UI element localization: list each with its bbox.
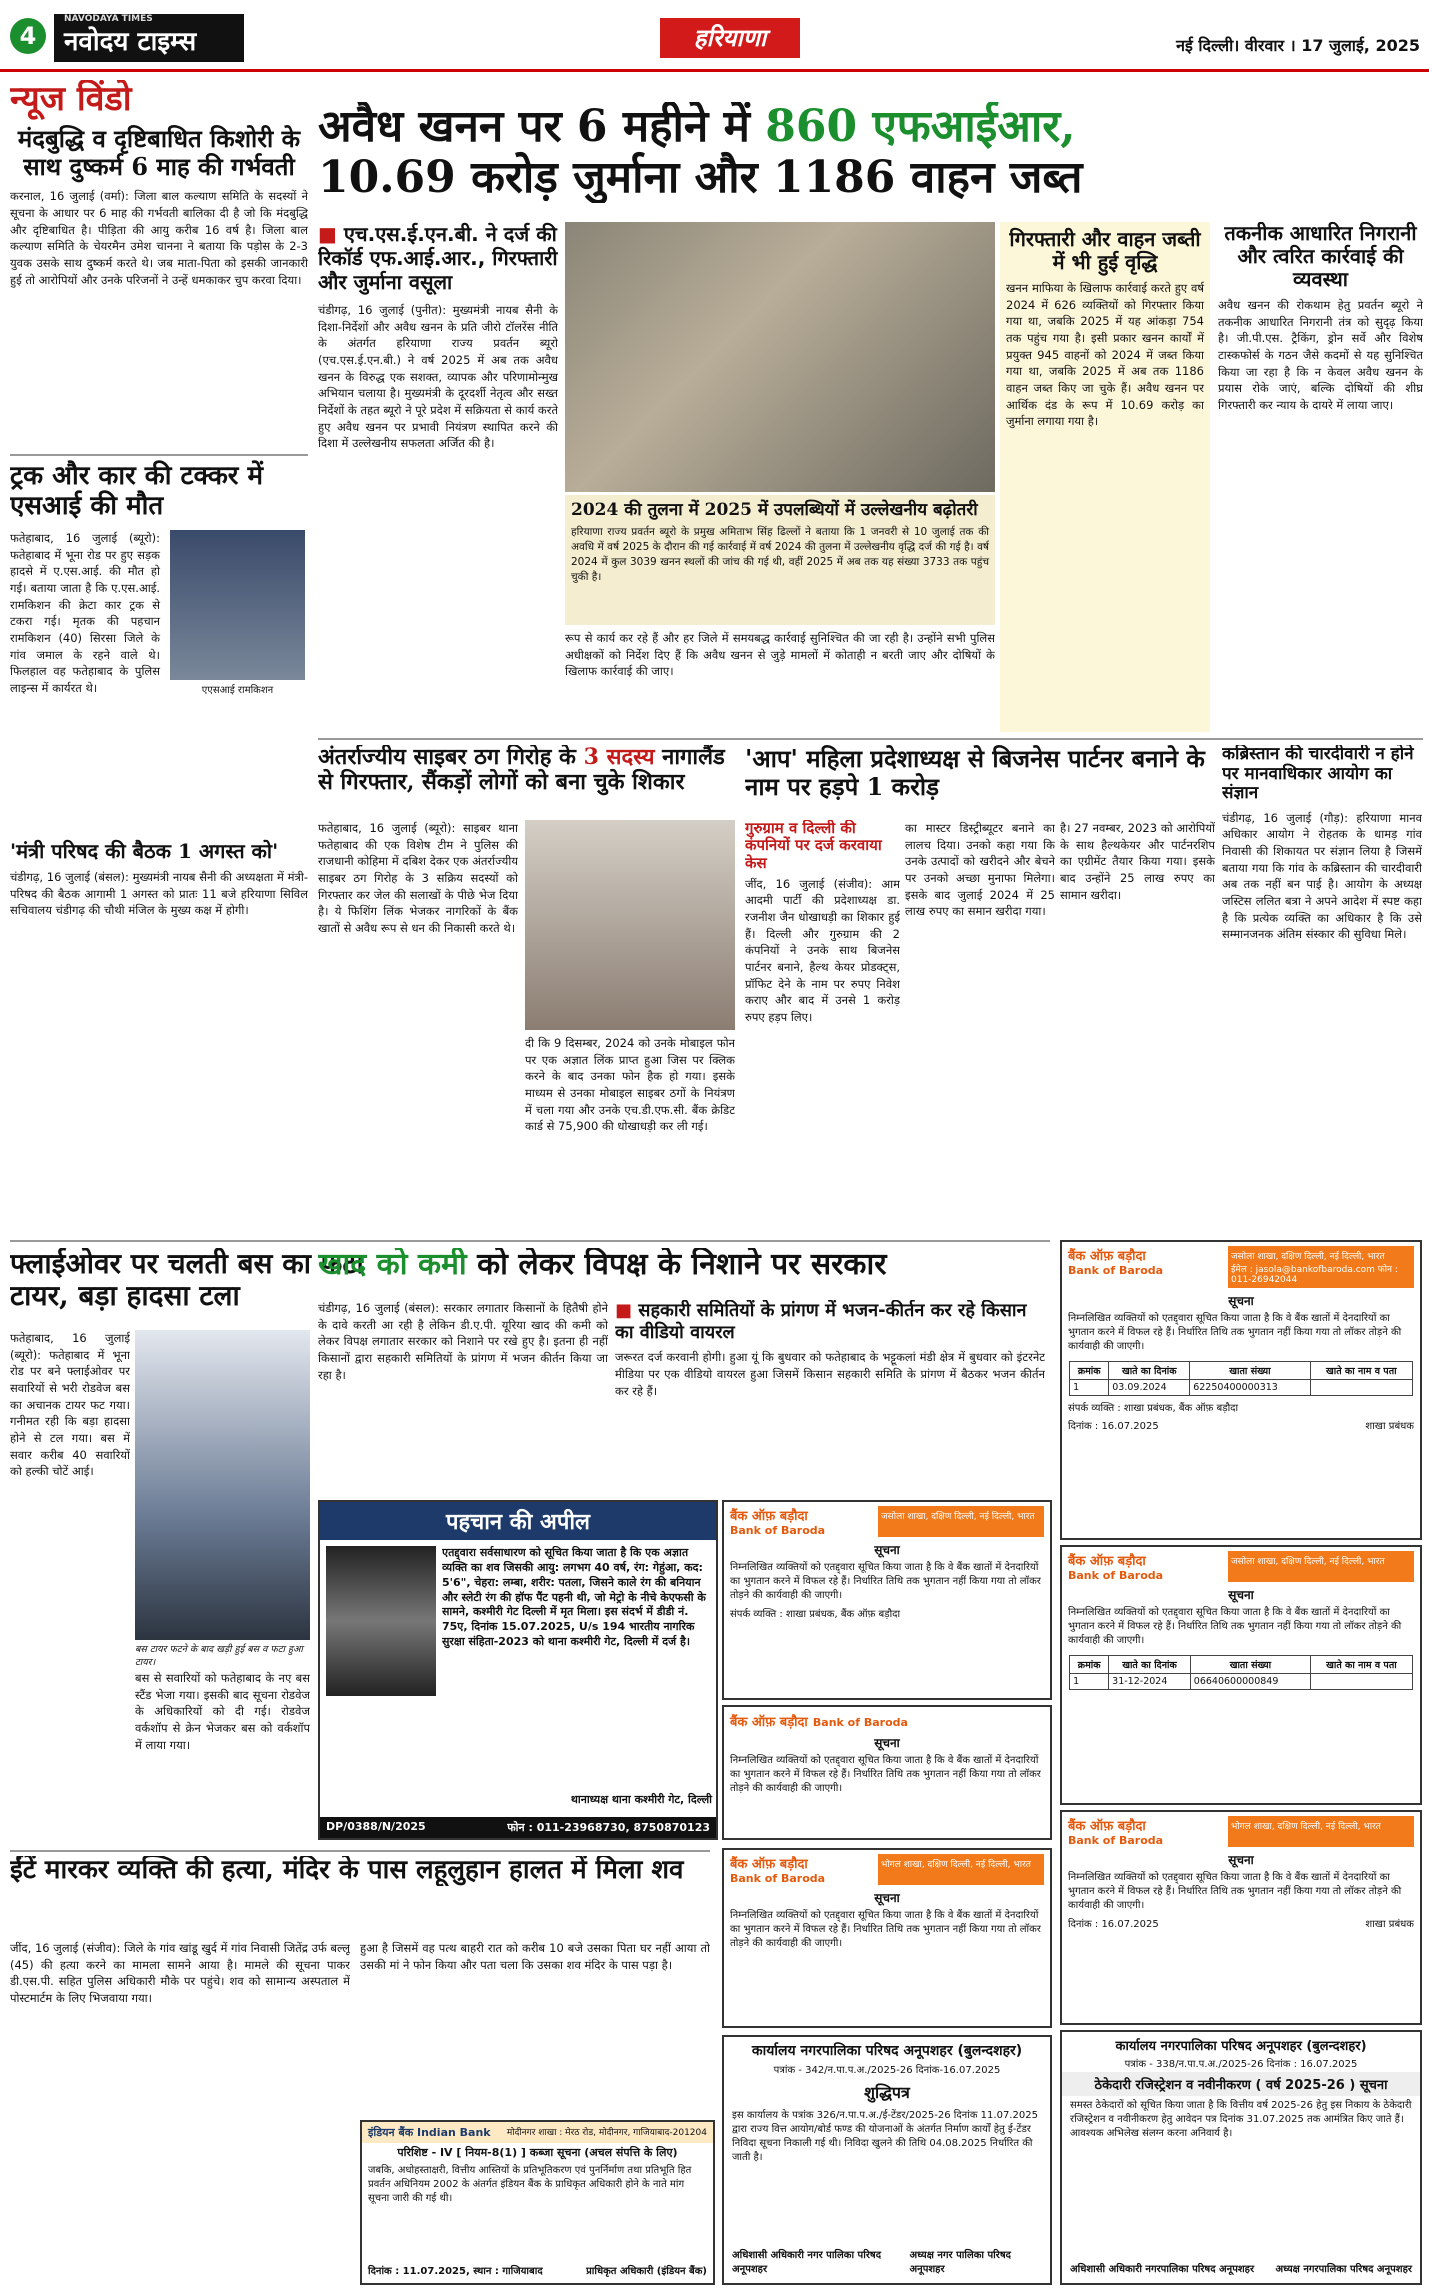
bob-name: बैंक ऑफ़ बड़ौदा (1068, 1819, 1146, 1834)
aap-body-3: है। 27 नवम्बर, 2023 को आरोपियों के साथ हैल्थकेयर और पार्टनरशिप का एग्रीमेंट तैयार किया गया। इसके बाद उन्होंने 25 लाख रुपए का सामान खरीदा। (1060, 821, 1215, 902)
ib-form: परिशिष्ट - IV [ नियम-8(1) ] कब्जा सूचना (अचल संपत्ति के लिए) (397, 2146, 678, 2159)
mun-body: समस्त ठेकेदारों को सूचित किया जाता है कि वित्तीय वर्ष 2025-26 हेतु इस निकाय के ठेकेदारी रजिस्ट्रेशन व नवीनीकरण हेतु आवेदन पत्र दिनांक 31.07.2025 तक आमंत्रित किए जाते हैं। आवश्यक अभिलेख संलग्न करना अनिवार्य है। (1070, 2100, 1412, 2139)
notice-title: सूचना (1228, 1294, 1254, 1308)
aap-body-2: का मास्टर डिस्ट्रीब्यूटर बनाने का लालच दिया। उनको कहा गया कि उनके उत्पादों को खरीदने और बेचने पर उनको अच्छा मुनाफा मिलेगा। इसके बाद जुलाई 2024 में 25 लाख रुपए का समान खरीदा गया। (905, 821, 1055, 919)
notice-body: निम्नलिखित व्यक्तियों को एतद्द्वारा सूचित किया जाता है कि वे बैंक खातों में देनदारियों का भुगतान करने में विफल रहे हैं। निर्धारित तिथि तक भुगतान नहीं किया गया तो लॉकर तोड़ने की कार्यवाही की जाएगी। (1068, 1607, 1402, 1646)
human-rights-story (1222, 745, 1422, 1235)
ib-date: दिनांक : 11.07.2025, स्थान : गाजियाबाद (368, 2266, 543, 2277)
col-header: क्रमांक (1070, 1362, 1109, 1380)
fertilizer-column: ■ सहकारी समितियों के प्रांगण में भजन-कीर्तन कर रहे किसान का वीडियो वायरल जरूरत दर्ज करवानी होगी। हुआ यूं कि बुधवार को फतेहाबाद के भट्टूकलां मंडी क्षेत्र में बुधवार को इंटरनेट मीडिया पर एक वीडियो वायरल हुआ जिसमें किसान सहकारी समिति के प्रांगण में बैठकर भजन कीर्तन कर रहे हैं। (615, 1300, 1045, 1398)
photo-caption: बस टायर फटने के बाद खड़ी हुई बस व फटा हुआ टायर। (135, 1644, 303, 1668)
right-box (1218, 222, 1423, 732)
story-headline: ट्रक और कार की टक्कर में एसआई की मौत (10, 461, 264, 522)
bob-en: Bank of Baroda (1068, 1834, 1164, 1847)
masthead-small: NAVODAYA TIMES (64, 14, 153, 24)
indian-bank-name: इंडियन बैंक Indian Bank (368, 2126, 491, 2139)
contact: संपर्क व्यक्ति : शाखा प्रबंधक, बैंक ऑफ़ बड़ौदा (730, 1609, 901, 1620)
signatory: अधिशासी अधिकारी नगर पालिका परिषद अनूपशहर (732, 2250, 882, 2275)
mun2-ref: पत्रांक - 342/न.पा.प.अ./2025-26 दिनांक-16.07.2025 (773, 2065, 1001, 2076)
cyber-body: फतेहाबाद, 16 जुलाई (ब्यूरो): साइबर थाना फतेहाबाद की एक विशेष टीम ने पुलिस की राजधानी कोहिमा में दबिश देकर एक अंतर्राज्यीय साइबर ठग गिरोह के 3 सक्रिय सदस्यों को गिरफ्तार कर जेल की सलाखों के पीछे भेज दिया है। ये फिशिंग लिंक भेजकर नागरिकों के बैंक खातों से अवैध रूप से धन की निकासी करते थे। (318, 821, 518, 936)
headline-highlight: 3 सदस्य (583, 745, 655, 770)
account-table: क्रमांक खाते का दिनांक खाता संख्या खाते का नाम व पता 1 31-12-2024 06640600000849 (1069, 1655, 1413, 1690)
col-header: क्रमांक (1070, 1656, 1109, 1674)
contact: संपर्क व्यक्ति : शाखा प्रबंधक, बैंक ऑफ़ बड़ौदा (1068, 1403, 1239, 1414)
cell: 31-12-2024 (1109, 1674, 1191, 1690)
mun2-title: कार्यालय नगरपालिका परिषद अनूपशहर (बुलन्दशहर) (751, 2043, 1023, 2059)
bob-en: Bank of Baroda (730, 1872, 826, 1885)
branch-email: ईमेल : jasola@bankofbaroda.com फोन : 011-26942044 (1231, 1265, 1398, 1285)
branch-address: भोगल शाखा, दक्षिण दिल्ली, नई दिल्ली, भारत (878, 1854, 1044, 1885)
caption-title: 2024 की तुलना में 2025 में उपलब्धियों में उल्लेखनीय बढ़ोतरी (571, 500, 978, 520)
divider (318, 738, 1423, 740)
headline-part: नागालैंड से गिरफ्तार, सैंकड़ों लोगों को बना चुके शिकार (318, 745, 725, 796)
col-header: खाते का दिनांक (1109, 1362, 1190, 1380)
hr-body: चंडीगढ़, 16 जुलाई (गौड़): हरियाणा मानव अधिकार आयोग ने रोहतक के धामड़ गांव निवासी की शिकायत पर संज्ञान लिया है जिसमें बताया गया कि गांव के कब्रिस्तान की चारदीवारी अब तक नहीं बन पाई है। आयोग के अध्यक्ष जस्टिस ललित बत्रा ने अपने आदेश में स्पष्ट कहा है कि प्रत्येक व्यक्ति का अधिकार है कि उसे सम्मानजनक अंतिम संस्कार की सुविधा मिले। (1222, 810, 1422, 942)
bob-name: बैंक ऑफ़ बड़ौदा (730, 1509, 808, 1524)
bob-notice-1 (1060, 1240, 1422, 1540)
bob-name: बैंक ऑफ़ बड़ौदा (730, 1715, 808, 1730)
brick-body-2: हुआ है जिसमें वह पत्थ बाहरी रात को करीब 10 बजे उसका पिता घर नहीं आया तो उसकी मां ने फोन किया और पता चला कि उसका शव मंदिर के पास पड़ा है। (360, 1941, 710, 1972)
side-headline: गिरफ्तारी और वाहन जब्ती में भी हुई वृद्धि (1009, 227, 1201, 274)
section-label: हरियाणा (660, 18, 800, 58)
story-body: फतेहाबाद, 16 जुलाई (ब्यूरो): फतेहाबाद में भूना रोड पर हुए सड़क हादसे में ए.एस.आई. की मौत हो गई। बताया जाता है कि ए.एस.आई. रामकिशन की क्रेटा कार ट्रक से टकरा गई। मृतक की पहचान रामकिशन (40) सिरसा जिले के गांव जमाल के रहने वाले थे। फिलहाल वह फतेहाबाद के पुलिस लाइन्स में कार्यरत थे। (10, 531, 160, 696)
masthead-logo (54, 14, 244, 62)
left-column (10, 80, 308, 1260)
story-headline: 'मंत्री परिषद की बैठक 1 अगस्त को' (10, 839, 279, 864)
municipal-corrigendum (722, 2035, 1052, 2285)
bob-notice-4 (722, 1500, 1052, 1700)
notice-body: निम्नलिखित व्यक्तियों को एतद्द्वारा सूचित किया जाता है कि वे बैंक खातों में देनदारियों का भुगतान करने में विफल रहे हैं। निर्धारित तिथि तक भुगतान नहीं किया गया तो लॉकर तोड़ने की कार्यवाही की जाएगी। (1068, 1872, 1402, 1911)
municipal-notice (1060, 2030, 1422, 2285)
cell: 03.09.2024 (1109, 1380, 1190, 1396)
notice-date: दिनांक : 16.07.2025 (1068, 1421, 1159, 1432)
bob-en: Bank of Baroda (812, 1716, 908, 1729)
notice-title: सूचना (1228, 1853, 1254, 1867)
bob-en: Bank of Baroda (1068, 1569, 1164, 1582)
bob-notice-2 (1060, 1545, 1422, 1805)
mun2-body: इस कार्यालय के पत्रांक 326/न.पा.प.अ./ई-टेंडर/2025-26 दिनांक 11.07.2025 द्वारा राज्य वित्त आयोग/बोर्ड फण्ड की योजनाओं के अंतर्गत निर्माण कार्यों हेतु ई-टेंडर निविदा सूचना निकाली गई थी। निविदा खुलने की तिथि 04.08.2025 निर्धारित की जाती है। (732, 2110, 1038, 2163)
branch-address: जसोला शाखा, दक्षिण दिल्ली, नई दिल्ली, भारत (1228, 1551, 1414, 1582)
mun-title: कार्यालय नगरपालिका परिषद अनूपशहर (बुलन्दशहर) (1115, 2039, 1367, 2054)
aap-headline: 'आप' महिला प्रदेशाध्यक्ष से बिजनेस पार्टनर बनाने के नाम पर हड़पे 1 करोड़ (745, 745, 1205, 801)
notice-body: निम्नलिखित व्यक्तियों को एतद्द्वारा सूचित किया जाता है कि वे बैंक खातों में देनदारियों का भुगतान करने में विफल रहे हैं। निर्धारित तिथि तक भुगतान नहीं किया गया तो लॉकर तोड़ने की कार्यवाही की जाएगी। (1068, 1313, 1402, 1352)
brick-body: जींद, 16 जुलाई (संजीव): जिले के गांव खांडू खुर्द में गांव निवासी जितेंद्र उर्फ बल्लू (45) की हत्या करने का मामला सामने आया है। मामले की सूचना पाकर डी.एस.पी. सहित पुलिस अधिकारी मौके पर पहुंचे। शव को सामान्य अस्पताल में पोस्टमार्टम के लिए भिजवाया गया। (10, 1941, 350, 2006)
bob-name: बैंक ऑफ़ बड़ौदा (730, 1857, 808, 1872)
dp-number: DP/0388/N/2025 (326, 1820, 426, 1833)
divider (10, 1240, 1050, 1242)
asi-photo (170, 530, 305, 680)
account-table: क्रमांक खाते का दिनांक खाता संख्या खाते का नाम व पता 1 03.09.2024 62250400000313 (1069, 1361, 1413, 1396)
branch-address (1228, 1246, 1414, 1288)
bob-name: बैंक ऑफ़ बड़ौदा (1068, 1554, 1146, 1569)
dateline: नई दिल्ली। वीरवार । 17 जुलाई, 2025 (1176, 36, 1420, 55)
lead-subhead: एच.एस.ई.एन.बी. ने दर्ज की रिकॉर्ड एफ.आई.आर., गिरफ्तारी और जुर्माना वसूला (318, 222, 558, 294)
signatory: अध्यक्ष नगरपालिका परिषद अनूपशहर (1275, 2264, 1412, 2275)
bob-name: बैंक ऑफ़ बड़ौदा (1068, 1249, 1146, 1264)
mun-sub: ठेकेदारी रजिस्ट्रेशन व नवीनीकरण ( वर्ष 2025-26 ) सूचना (1062, 2072, 1420, 2096)
appeal-body: एतद्द्वारा सर्वसाधारण को सूचित किया जाता है कि एक अज्ञात व्यक्ति का शव जिसकी आयु: लगभग 40 वर्ष, रंग: गेहुंआ, कद: 5'6", चेहरा: लम्बा, शरीर: पतला, जिसने काले रंग की बनियान और स्लेटी रंग की हॉफ पैंट पहनी थी, जो मेट्रो के नीचे केएफसी के सामने, कश्मीरी गेट दिल्ली में मृत मिला। इस संदर्भ में डीडी नं. 75ए, दिनांक 15.07.2025, U/s 194 भारतीय नागरिक सुरक्षा संहिता-2023 को थाना कश्मीरी गेट, दिल्ली में दर्ज है। (442, 1546, 706, 1649)
story-body: चंडीगढ़, 16 जुलाई (बंसल): मुख्यमंत्री नायब सैनी की अध्यक्षता में मंत्री-परिषद की बैठक आगामी 1 अगस्त को प्रातः 11 बजे हरियाणा सिविल सचिवालय चंडीगढ़ की चौथी मंजिल के मुख्य कक्ष में होगी। (10, 870, 308, 918)
appeal-phones: फोन : 011-23968730, 8750870123 (507, 1821, 710, 1834)
fertilizer-body: चंडीगढ़, 16 जुलाई (बंसल): सरकार लगातार किसानों के हितैषी होने के दावे करती आ रही है लेकिन डी.ए.पी. यूरिया खाद की कमी को लेकर विपक्ष लगातार सरकार को निशाने पर रखे हुए है। इतना ही नहीं किसानों द्वारा सहकारी समितियों के प्रांगण में भजन कीर्तन किया जा रहा है। (318, 1301, 608, 1382)
bus-photo (135, 1330, 310, 1640)
deceased-photo (326, 1546, 436, 1696)
signatory: अध्यक्ष नगर पालिका परिषद अनूपशहर (909, 2250, 1011, 2275)
aap-column (745, 820, 900, 1230)
branch: जसोला शाखा, दक्षिण दिल्ली, नई दिल्ली, भारत (1231, 1252, 1385, 1262)
notice-title: सूचना (874, 1736, 900, 1750)
headline-part: को लेकर विपक्ष के निशाने पर सरकार (466, 1248, 887, 1282)
ib-branch: मोदीनगर शाखा : मेरठ रोड, मोदीनगर, गाजियाबाद-201204 (506, 2128, 707, 2138)
col-header: खाते का नाम व पता (1310, 1362, 1412, 1380)
bob-notice-3 (1060, 1810, 1422, 2025)
bob-notice-5 (722, 1705, 1052, 1840)
lead-body-2: रूप से कार्य कर रहे हैं और हर जिले में समयबद्ध कार्रवाई सुनिश्चित की जा रही है। उन्होंने सभी पुलिस अधीक्षकों को निर्देश दिए हैं कि अवैध खनन से जुड़े मामलों में कोताही न बरती जाए और दोषियों के खिलाफ कार्रवाई की जाए। (565, 631, 995, 679)
aap-body: जींद, 16 जुलाई (संजीव): आम आदमी पार्टी की प्रदेशाध्यक्ष डा. रजनीश जैन धोखाधड़ी का शिकार हुई हैं। दिल्ली और गुरुग्राम की 2 कंपनियों ने उनके साथ बिजनेस पार्टनर बनाने, हैल्थ केयर प्रोडक्ट्स, प्रॉफिट देने के नाम पर रुपए निवेश कराए और बाद में उनसे 1 करोड़ रुपए हड़प लिए। (745, 876, 900, 1025)
lead-headline-part: अवैध खनन पर 6 महीने में (318, 102, 766, 152)
aap-subhead: गुरुग्राम व दिल्ली की कंपनियों पर दर्ज करवाया केस (745, 820, 882, 872)
masthead-title: नवोदय टाइम्स (64, 27, 197, 57)
side-body: खनन माफिया के खिलाफ कार्रवाई करते हुए वर्ष 2024 में 626 व्यक्तियों को गिरफ्तार किया गया था, जबकि 2025 में यह आंकड़ा 754 तक पहुंच गया है। इसी प्रकार खनन कार्यों में प्रयुक्त 945 वाहनों को 2024 में जब्त किया गया था, जबकि 2025 में अब तक 1186 वाहन जब्त किए जा चुके हैं। अवैध खनन पर आर्थिक दंड के रूप में 10.69 करोड़ का जुर्माना लगाया गया है। (1006, 281, 1204, 429)
cyber-body-2: दी कि 9 दिसम्बर, 2024 को उनके मोबाइल फोन पर एक अज्ञात लिंक प्राप्त हुआ जिस पर क्लिक करने के बाद उनका फोन हैक हो गया। इसके माध्यम से उनका मोबाइल साइबर ठगों के नियंत्रण में चला गया और उनके एच.डी.एफ.सी. बैंक क्रेडिट कार्ड से 75,900 की धोखाधड़ी कर ली गई। (525, 1036, 735, 1134)
lead-headline-line2: 10.69 करोड़ जुर्माना और 1186 वाहन जब्त (318, 151, 1083, 203)
signatory: शाखा प्रबंधक (1365, 1919, 1414, 1930)
notice-body: निम्नलिखित व्यक्तियों को एतद्द्वारा सूचित किया जाता है कि वे बैंक खातों में देनदारियों का भुगतान करने में विफल रहे हैं। निर्धारित तिथि तक भुगतान नहीं किया गया तो लॉकर तोड़ने की कार्यवाही की जाएगी। (730, 1562, 1041, 1601)
notice-title: सूचना (874, 1543, 900, 1557)
bob-en: Bank of Baroda (1068, 1264, 1164, 1277)
page-number: 4 (10, 18, 46, 54)
story-body: करनाल, 16 जुलाई (वर्मा): जिला बाल कल्याण समिति के सदस्यों ने सूचना के आधार पर 6 माह की गर्भवती बालिका दी है जो कि मंदबुद्धि और दृष्टिबाधित है। पीड़िता की आयु करीब 16 वर्ष है। जिला बाल कल्याण समिति के चेयरमैन उमेश चानना ने बताया कि पड़ोस के 2-3 युवक उसके साथ दुष्कर्म करते थे। जब माता-पिता को इसकी जानकारी हुई तो आरोपियों और उनके परिजनों ने उन्हें धमकाकर चुप करवा दिया। (10, 189, 308, 287)
notice-title: सूचना (1228, 1588, 1254, 1602)
bus-body-2: बस से सवारियों को फतेहाबाद के नए बस स्टैंड भेजा गया। इसकी बाद सूचना रोडवेज के अधिकारियों को दी गई। रोडवेज वर्कशॉप से क्रेन भेजकर बस को वर्कशॉप में लाया गया। (135, 1671, 310, 1752)
appeal-title: पहचान की अपील (320, 1502, 716, 1540)
cell: 06640600000849 (1190, 1674, 1310, 1690)
hr-headline: कब्रिस्तान की चारदीवारी न होने पर मानवाधिकार आयोग का संज्ञान (1222, 745, 1414, 804)
divider (10, 1850, 710, 1852)
news-window-title: न्यूज विंडो (10, 80, 132, 119)
lead-caption-box (565, 495, 995, 625)
lead-headline-highlight: 860 एफआईआर, (765, 102, 1076, 152)
cell: 62250400000313 (1190, 1380, 1311, 1396)
fertilizer-subhead: सहकारी समितियों के प्रांगण में भजन-कीर्तन कर रहे किसान का वीडियो वायरल (615, 1300, 1027, 1343)
lead-column: ■ एच.एस.ई.एन.बी. ने दर्ज की रिकॉर्ड एफ.आई.आर., गिरफ्तारी और जुर्माना वसूला चंडीगढ़, 16 जुलाई (पुनीत): मुख्यमंत्री नायब सैनी के दिशा-निर्देशों और अवैध खनन के प्रति जीरो टॉलरेंस नीति के अंतर्गत हरियाणा राज्य प्रवर्तन ब्यूरो (एच.एस.ई.एन.बी.) ने वर्ष 2025 में अब तक अवैध खनन के विरुद्ध एक सशक्त, व्यापक और परिणामोन्मुख अभियान चलाया है। मुख्यमंत्री के दूरदर्शी नेतृत्व और सख्त निर्देशों के तहत ब्यूरो ने पूरे प्रदेश में सक्रियता से कार्य करते हुए अवैध खनन पर प्रभावी नियंत्रण स्थापित करने की दिशा में उल्लेखनीय सफलता अर्जित की है। (318, 222, 558, 451)
notice-body: निम्नलिखित व्यक्तियों को एतद्द्वारा सूचित किया जाता है कि वे बैंक खातों में देनदारियों का भुगतान करने में विफल रहे हैं। निर्धारित तिथि तक भुगतान नहीं किया गया तो लॉकर तोड़ने की कार्यवाही की जाएगी। (730, 1910, 1041, 1949)
notice-title: सूचना (874, 1891, 900, 1905)
right-headline: तकनीक आधारित निगरानी और त्वरित कार्रवाई की व्यवस्था (1224, 222, 1417, 291)
bob-notice-6 (722, 1848, 1052, 2028)
signatory: अधिशासी अधिकारी नगरपालिका परिषद अनूपशहर (1070, 2264, 1255, 2275)
cyber-headline (318, 745, 738, 796)
divider (10, 454, 308, 456)
fertilizer-headline (318, 1248, 1048, 1283)
bob-en: Bank of Baroda (730, 1524, 826, 1537)
right-body: अवैध खनन की रोकथाम हेतु प्रवर्तन ब्यूरो ने तकनीक आधारित निगरानी तंत्र को सुदृढ़ किया है। जी.पी.एस. ट्रैकिंग, ड्रोन सर्वे और विशेष टास्कफोर्स के गठन जैसे कदमों से यह सुनिश्चित किया जा रहा है कि न केवल अवैध खनन के प्रयास रोके जाएं, बल्कि दोषियों की शीघ्र गिरफ्तारी कर न्याय के दायरे में लाया जाए। (1218, 298, 1423, 413)
photo-caption: एएसआई रामकिशन (201, 685, 274, 697)
notice-date: दिनांक : 16.07.2025 (1068, 1919, 1159, 1930)
col-header: खाते का दिनांक (1109, 1656, 1191, 1674)
identification-appeal (318, 1500, 718, 1840)
mining-photo (565, 222, 995, 492)
mun2-sub: शुद्धिपत्र (864, 2083, 910, 2102)
bus-body: फतेहाबाद, 16 जुलाई (ब्यूरो): फतेहाबाद में भूना रोड पर बने फ्लाईओवर पर सवारियों से भरी रोडवेज बस का अचानक टायर फट गया। गनीमत रही कि बड़ा हादसा होने से टल गया। बस में सवार करीब 40 सवारियों को हल्की चोटें आई। (10, 1331, 130, 1479)
appeal-footer: थानाध्यक्ष थाना कश्मीरी गेट, दिल्ली (570, 1793, 712, 1806)
fertilizer-body-2: जरूरत दर्ज करवानी होगी। हुआ यूं कि बुधवार को फतेहाबाद के भट्टूकलां मंडी क्षेत्र में बुधवार को इंटरनेट मीडिया पर एक वीडियो वायरल हुआ जिसमें किसान सहकारी समिति के प्रांगण में बैठकर भजन कीर्तन कर रहे हैं। (615, 1350, 1045, 1398)
headline-highlight: खाद को कमी (318, 1248, 467, 1282)
col-header: खाता संख्या (1190, 1362, 1311, 1380)
indian-bank-notice (360, 2120, 715, 2285)
col-header: खाता संख्या (1190, 1656, 1310, 1674)
page-header (0, 0, 1429, 72)
branch-address: जसोला शाखा, दक्षिण दिल्ली, नई दिल्ली, भारत (878, 1506, 1044, 1537)
accused-photo (525, 820, 735, 1030)
side-box (1000, 222, 1210, 732)
mun-ref: पत्रांक - 338/न.पा.प.अ./2025-26 दिनांक : 16.07.2025 (1124, 2059, 1358, 2070)
bus-headline: फ्लाईओवर पर चलती बस का फटा टायर, बड़ा हादसा टला (10, 1248, 364, 1313)
notice-body: निम्नलिखित व्यक्तियों को एतद्द्वारा सूचित किया जाता है कि वे बैंक खातों में देनदारियों का भुगतान करने में विफल रहे हैं। निर्धारित तिथि तक भुगतान नहीं किया गया तो लॉकर तोड़ने की कार्यवाही की जाएगी। (730, 1755, 1041, 1794)
branch-address: भोगल शाखा, दक्षिण दिल्ली, नई दिल्ली, भारत (1228, 1816, 1414, 1847)
signatory: प्राधिकृत अधिकारी (इंडियन बैंक) (586, 2266, 707, 2277)
brick-headline: ईंटें मारकर व्यक्ति की हत्या, मंदिर के पास लहूलुहान हालत में मिला शव (10, 1856, 684, 1885)
story-headline: मंदबुद्धि व दृष्टिबाधित किशोरी के साथ दुष्कर्म 6 माह की गर्भवती (17, 124, 301, 181)
headline-part: अंतर्राज्यीय साइबर ठग गिरोह के (318, 745, 584, 770)
lead-headline (318, 102, 1418, 203)
caption-body: हरियाणा राज्य प्रवर्तन ब्यूरो के प्रमुख अमिताभ सिंह ढिल्लों ने बताया कि 1 जनवरी से 10 जुलाई तक की अवधि में वर्ष 2025 के दौरान की गई कार्रवाई में वर्ष 2024 की तुलना में उल्लेखनीय वृद्धि दर्ज की गई है। वर्ष 2024 में कुल 3039 खनन स्थलों की जांच की गई थी, वहीं 2025 में अब तक यह संख्या 3733 तक पहुंच चुकी है। (571, 525, 989, 584)
lead-body: चंडीगढ़, 16 जुलाई (पुनीत): मुख्यमंत्री नायब सैनी के दिशा-निर्देशों और अवैध खनन के प्रति जीरो टॉलरेंस नीति के अंतर्गत हरियाणा राज्य प्रवर्तन ब्यूरो (एच.एस.ई.एन.बी.) ने वर्ष 2025 में अब तक अवैध खनन के विरुद्ध एक सशक्त, व्यापक और परिणामोन्मुख अभियान चलाया है। मुख्यमंत्री के दूरदर्शी नेतृत्व और सख्त निर्देशों के तहत ब्यूरो ने पूरे प्रदेश में सक्रियता से कार्य करते हुए अवैध खनन पर प्रभावी नियंत्रण स्थापित करने की दिशा में उल्लेखनीय सफलता अर्जित की है। (318, 303, 558, 451)
col-header: खाते का नाम व पता (1310, 1656, 1412, 1674)
ib-body: जबकि, अधोहस्ताक्षरी, वित्तीय आस्तियों के प्रतिभूतिकरण एवं पुनर्निर्माण तथा प्रतिभूति हित प्रवर्तन अधिनियम 2002 के अंतर्गत इंडियन बैंक के प्राधिकृत अधिकारी होने के नाते मांग सूचना जारी की गई थी। (368, 2165, 692, 2204)
signatory: शाखा प्रबंधक (1365, 1421, 1414, 1432)
